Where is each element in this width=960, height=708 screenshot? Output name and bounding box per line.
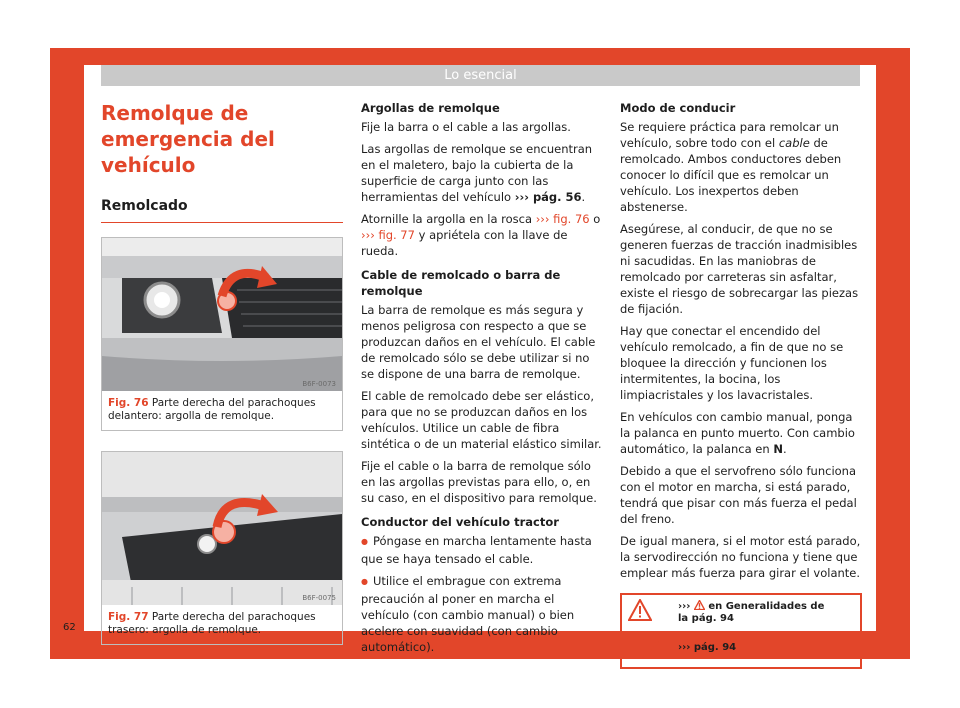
paragraph-text: Las argollas de remolque se encuentran en el maletero, bajo la cubierta de la superficie de carga junto con las herramientas del vehículo: [361, 142, 593, 204]
paragraph: [361, 211, 603, 259]
bullet-item: ● Póngase en marcha lentamente hasta que se haya tensado el cable.: [361, 533, 603, 567]
heading-modo: Modo de conducir: [620, 101, 736, 115]
paragraph-text: de remolcado. Ambos conductores deben conocer lo difícil que es remolcar un vehículo. Los inexpertos deben abstenerse.: [620, 136, 842, 214]
warning-triangle-icon: [628, 599, 652, 621]
paragraph-text: y apriételа con la llave de rueda.: [361, 228, 568, 258]
heading-argollas: Argollas de remolque: [361, 101, 500, 115]
rear-bumper-illustration: [102, 452, 342, 605]
paragraph: La barra de remolque es más segura y menos peligrosa con respecto a que se produzcan daños en el vehículo. El cable de remolcado sólo se debe utilizar si no se dispone de una barra de remolque.: [361, 303, 596, 381]
front-bumper-image: [102, 238, 342, 391]
paragraph: De igual manera, si el motor está parado, la servodirección no funciona y tiene que emplear más fuerza para girar el volante.: [620, 534, 861, 580]
paragraph-text: Atornille la argolla en la rosca: [361, 212, 533, 226]
figure-caption-text: Parte derecha del parachoques trasero: argolla de remolque.: [108, 611, 316, 636]
warning-box: [620, 593, 862, 669]
left-column: [101, 100, 343, 645]
punctuation: .: [782, 442, 787, 456]
front-bumper-illustration: [102, 238, 342, 391]
paragraph: Fije la barra o el cable a las argollas.: [361, 120, 571, 134]
figure-76-caption: [102, 391, 342, 430]
punctuation: .: [581, 190, 586, 204]
paragraph: Asegúrese, al conducir, de que no se generen fuerzas de tracción inadmisibles ni sacudidas. En las maniobras de remolcado por carreteras sin asfaltar, existe el riesgo de sobrecargar las piezas de fijación.: [620, 222, 859, 316]
emphasis: cable: [778, 136, 810, 150]
warning-reference-text[interactable]: en Generalidades de la pág. 94: [678, 601, 825, 624]
reference-arrows: ›››: [678, 601, 691, 612]
figure-77-caption: [102, 605, 342, 644]
paragraph-text: En vehículos con cambio manual, ponga la palanca en punto muerto. Con cambio automático, la palanca en: [620, 410, 855, 456]
figure-code: B6F-0073: [302, 380, 336, 388]
page-title: Remolque de emergencia del vehículo: [101, 101, 275, 177]
note-reference[interactable]: ››› pág. 94: [678, 642, 737, 653]
right-column: [620, 100, 862, 669]
bullet-item: ● Utilice el embrague con extrema precaución al poner en marcha el vehículo (con cambio manual) o bien acelere con suavidad (con cambio automático).: [361, 573, 603, 655]
warning-triangle-icon: [694, 600, 705, 610]
section-header: Lo esencial: [101, 65, 860, 86]
figure-reference-link[interactable]: ››› fig. 76: [535, 212, 590, 226]
figure-76: [101, 237, 343, 431]
paragraph-text: Se requiere práctica para remolcar un vehículo, sobre todo con el: [620, 120, 839, 150]
paragraph-text: o: [593, 212, 601, 226]
note-book-icon: [626, 633, 662, 659]
paragraph: Debido a que el servofreno sólo funciona con el motor en marcha, si está parado, tendrá que pisar con más fuerza el pedal del freno.: [620, 464, 857, 526]
figure-reference-link[interactable]: ››› fig. 77: [361, 228, 415, 242]
heading-conductor: Conductor del vehículo tractor: [361, 515, 559, 529]
figure-caption-text: Parte derecha del parachoques delantero: argolla de remolque.: [108, 397, 316, 422]
warning-reference: [678, 600, 828, 625]
figure-label: Fig. 76: [108, 397, 149, 409]
figure-code: B6F-0075: [302, 594, 336, 602]
figure-label: Fig. 77: [108, 611, 149, 623]
gear-position: N: [773, 442, 783, 456]
paragraph: [620, 119, 862, 215]
paragraph: Hay que conectar el encendido del vehículo remolcado, a fin de que no se bloquee la dirección y funcionen los intermitentes, la bocina, los limpiacristales y los lavacristales.: [620, 324, 844, 402]
section-subtitle: Remolcado: [101, 196, 343, 223]
page-number: 62: [63, 622, 76, 633]
paragraph: Fije el cable o la barra de remolque sólo en las argollas previstas para ello, o, en su caso, en el dispositivo para remolque.: [361, 459, 597, 505]
paragraph: El cable de remolcado debe ser elástico, para que no se produzcan daños en los vehículos. Utilice un cable de fibra sintética o de un material elástico similar.: [361, 389, 602, 451]
paragraph: [361, 141, 603, 205]
rear-bumper-image: [102, 452, 342, 605]
paragraph: [620, 409, 862, 457]
page-reference: ››› pág. 56: [514, 190, 582, 204]
figure-77: [101, 451, 343, 645]
middle-column: [361, 100, 603, 661]
heading-cable: Cable de remolcado o barra de remolque: [361, 268, 561, 298]
